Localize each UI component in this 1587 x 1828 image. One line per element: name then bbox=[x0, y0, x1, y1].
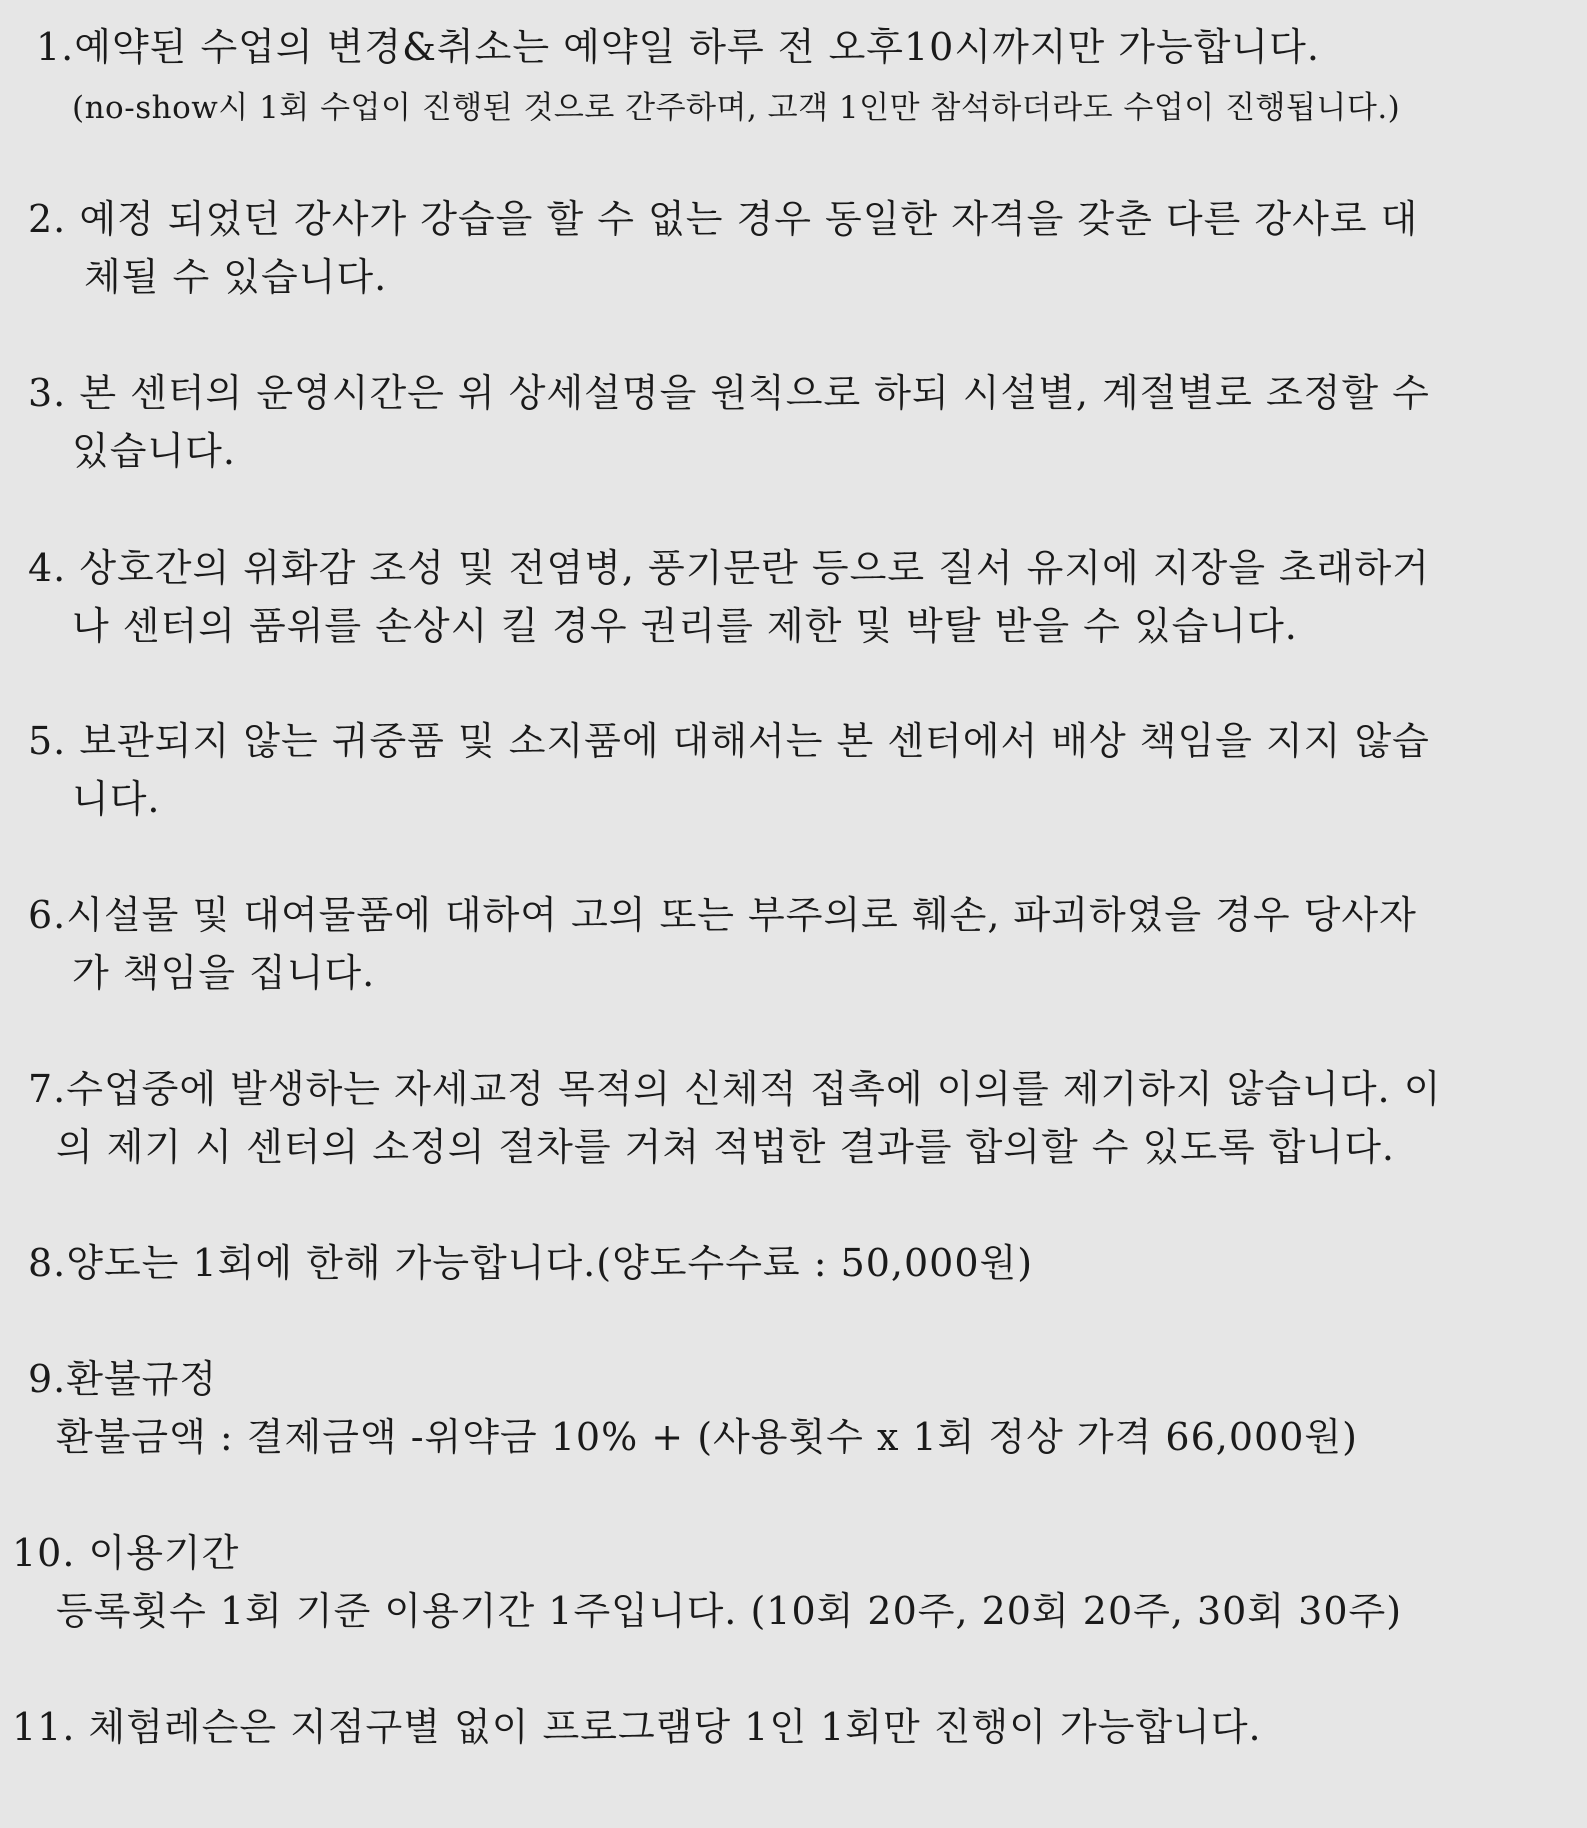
rule-10-period-detail: 등록횟수 1회 기준 이용기간 1주입니다. (10회 20주, 20회 20주, 30회 30주) bbox=[56, 1589, 1403, 1633]
rule-11-line-1: 11. 체험레슨은 지점구별 없이 프로그램당 1인 1회만 진행이 가능합니다. bbox=[12, 1705, 1262, 1749]
rule-4-line-2: 나 센터의 품위를 손상시 킬 경우 권리를 제한 및 박탈 받을 수 있습니다. bbox=[72, 604, 1298, 648]
rule-6-line-1: 6.시설물 및 대여물품에 대하여 고의 또는 부주의로 훼손, 파괴하였을 경우 당사자 bbox=[28, 893, 1417, 937]
rule-10-title: 10. 이용기간 bbox=[12, 1531, 240, 1575]
rule-3-line-2: 있습니다. bbox=[72, 429, 236, 473]
rule-2-line-1: 2. 예정 되었던 강사가 강습을 할 수 없는 경우 동일한 자격을 갖춘 다른 강사로 대 bbox=[28, 197, 1419, 241]
rule-8-line-1: 8.양도는 1회에 한해 가능합니다.(양도수수료 : 50,000원) bbox=[28, 1241, 1034, 1285]
rule-5-line-2: 니다. bbox=[72, 777, 161, 821]
rule-9-title: 9.환불규정 bbox=[28, 1357, 218, 1401]
rule-9-refund-formula: 환불금액 : 결제금액 -위약금 10% + (사용횟수 x 1회 정상 가격 66,000원) bbox=[56, 1415, 1358, 1459]
rule-1-line-1: 1.예약된 수업의 변경&취소는 예약일 하루 전 오후10시까지만 가능합니다. bbox=[36, 25, 1320, 69]
rule-7-line-1: 7.수업중에 발생하는 자세교정 목적의 신체적 접촉에 이의를 제기하지 않습니다. 이 bbox=[28, 1067, 1442, 1111]
rule-7-line-2: 의 제기 시 센터의 소정의 절차를 거쳐 적법한 결과를 합의할 수 있도록 합니다. bbox=[56, 1125, 1395, 1169]
rule-2-line-2: 체될 수 있습니다. bbox=[84, 255, 388, 299]
rule-3-line-1: 3. 본 센터의 운영시간은 위 상세설명을 원칙으로 하되 시설별, 계절별로 조정할 수 bbox=[28, 371, 1430, 415]
rule-1-line-2: (no-show시 1회 수업이 진행된 것으로 간주하며, 고객 1인만 참석하더라도 수업이 진행됩니다.) bbox=[72, 90, 1401, 126]
rule-6-line-2: 가 책임을 집니다. bbox=[72, 951, 376, 995]
rule-4-line-1: 4. 상호간의 위화감 조성 및 전염병, 풍기문란 등으로 질서 유지에 지장을 초래하거 bbox=[28, 546, 1430, 590]
rule-5-line-1: 5. 보관되지 않는 귀중품 및 소지품에 대해서는 본 센터에서 배상 책임을 지지 않습 bbox=[28, 719, 1430, 763]
